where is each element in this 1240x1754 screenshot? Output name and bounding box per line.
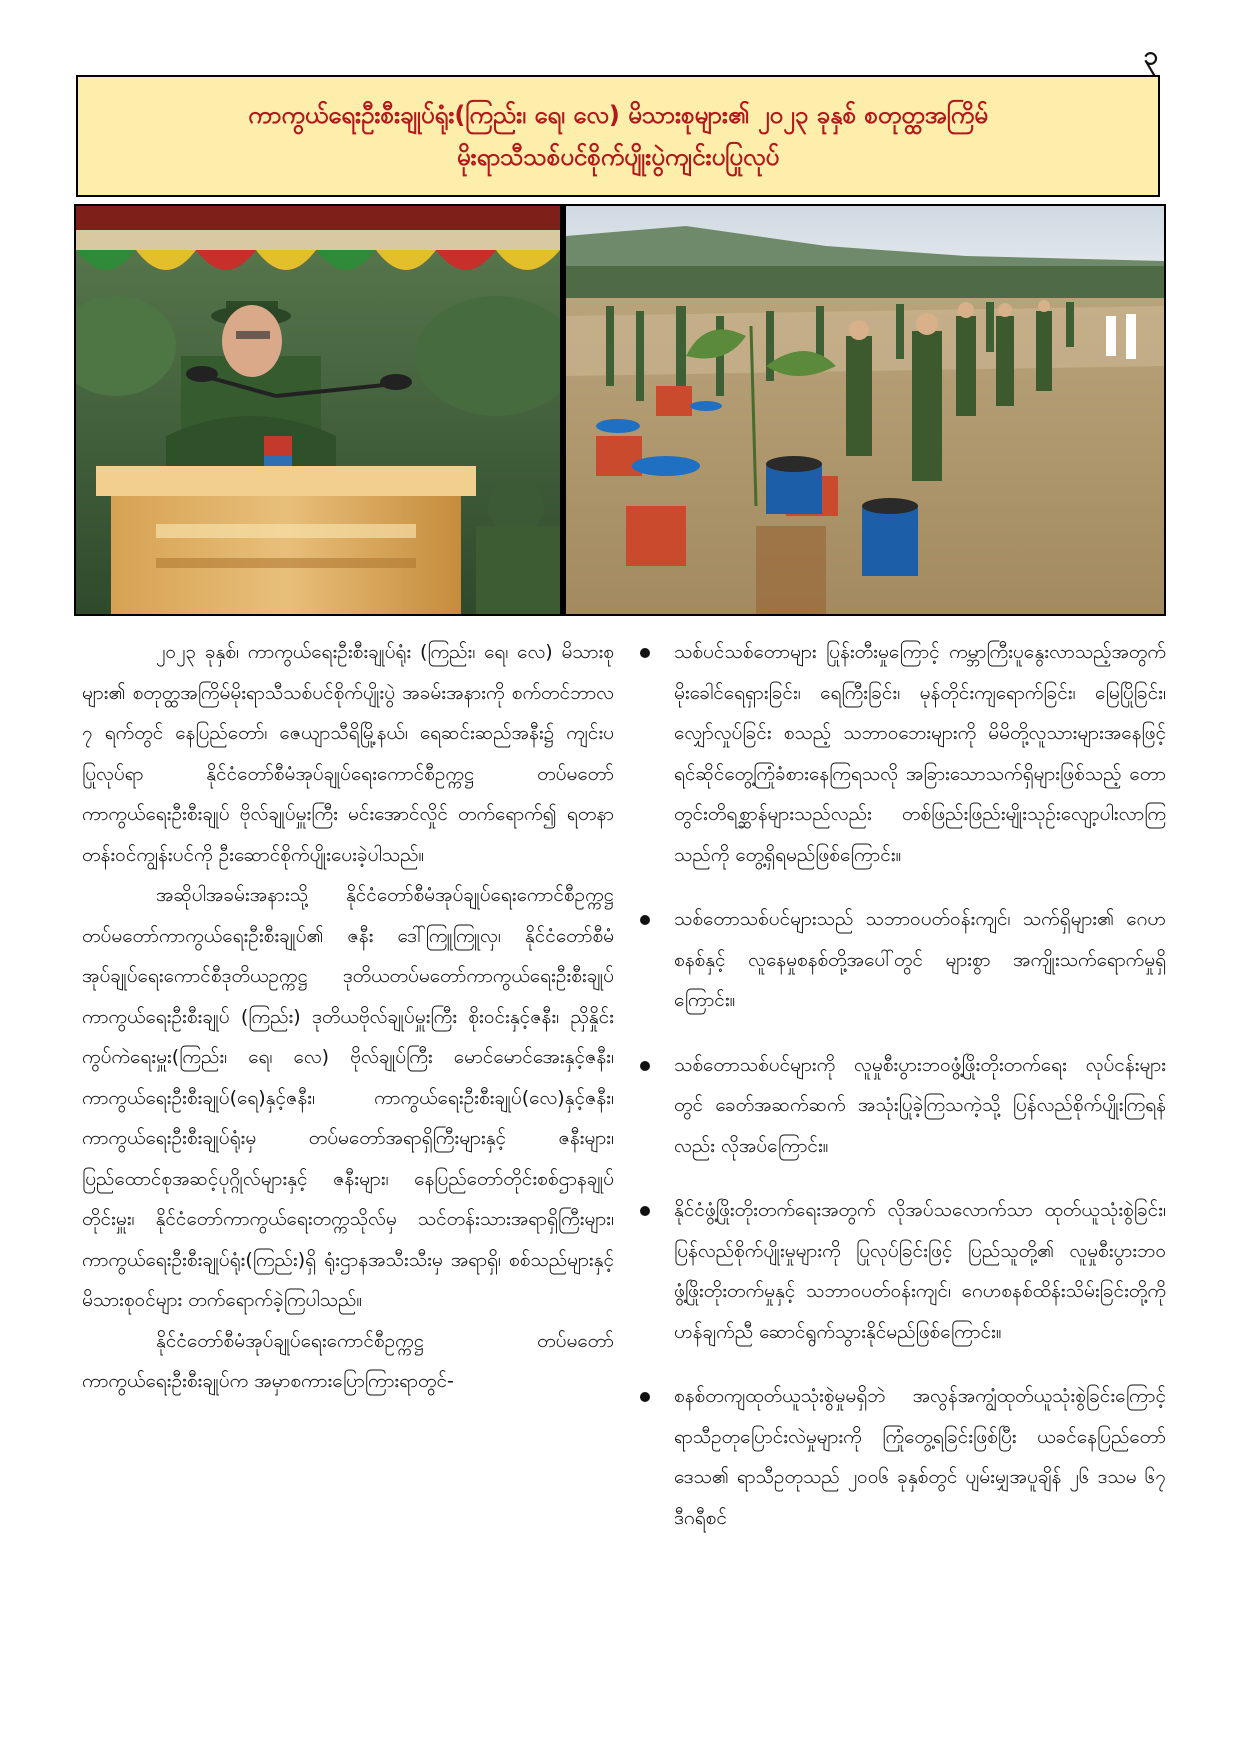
title-line-2: မိုးရာသီသစ်ပင်စိုက်ပျိုးပွဲကျင်းပပြုလုပ် <box>456 143 780 171</box>
speaker-photo <box>76 206 560 614</box>
speech-point <box>640 1376 1166 1538</box>
planting-photo <box>566 206 1164 614</box>
speech-point <box>640 1190 1166 1352</box>
page-number: ၃ <box>1143 41 1158 71</box>
bullet-icon <box>640 915 650 925</box>
article-paragraph-1: ၂၀၂၃ ခုနှစ်၊ ကာကွယ်ရေးဦးစီးချုပ်ရုံး (ကြည်း၊ ရေ၊ လေ) မိသားစုများ၏ စတုတ္ထအကြိမ်မိုးရာသီသစ်ပင်စိုက်ပျိုးပွဲ အခမ်းအနားကို စက်တင်ဘာလ ၇ ရက်တွင် နေပြည်တော်၊ ဇေယျာသီရိမြို့နယ်၊ ရေဆင်းဆည်အနီး၌ ကျင်းပပြုလုပ်ရာ နိုင်ငံတော်စီမံအုပ်ချုပ်ရေးကောင်စီဥက္ကဋ္ဌ တပ်မတော်ကာကွယ်ရေးဦးစီးချုပ် ဗိုလ်ချုပ်မှူးကြီး မင်းအောင်လှိုင် တက်ရောက်၍ ရတနာတန်းဝင်ကျွန်းပင်ကို ဦးဆောင်စိုက်ပျိုးပေးခဲ့ပါသည်။ <box>82 641 614 866</box>
bullet-icon <box>640 1206 650 1216</box>
speech-point-text: စနစ်တကျထုတ်ယူသုံးစွဲမှုမရှိဘဲ အလွန်အကျွံထုတ်ယူသုံးစွဲခြင်းကြောင့် ရာသီဥတုပြောင်းလဲမှုများကို ကြုံတွေ့ရခြင်းဖြစ်ပြီး ယခင်နေပြည်တော်ဒေသ၏ ရာသီဥတုသည် ၂၀၀၆ ခုနှစ်တွင် ပျမ်းမျှအပူချိန် ၂၆ ဒသမ ၆၇ ဒီဂရီစင် <box>674 1385 1166 1529</box>
photo-strip <box>74 204 1166 616</box>
speech-point-text: သစ်တောသစ်ပင်များကို လူမှုစီးပွားဘဝဖွံ့ဖြိုးတိုးတက်ရေး လုပ်ငန်းများတွင် ခေတ်အဆက်ဆက် အသုံးပြုခဲ့ကြသကဲ့သို့ ပြန်လည်စိုက်ပျိုးကြရန်လည်း လိုအပ်ကြောင်း။ <box>674 1053 1166 1157</box>
bullet-icon <box>640 1392 650 1402</box>
speech-point-text: နိုင်ငံဖွံ့ဖြိုးတိုးတက်ရေးအတွက် လိုအပ်သလောက်သာ ထုတ်ယူသုံးစွဲခြင်း၊ ပြန်လည်စိုက်ပျိုးမှုများကို ပြုလုပ်ခြင်းဖြင့် ပြည်သူတို့၏ လူမှုစီးပွားဘဝဖွံ့ဖြိုးတိုးတက်မှုနှင့် သဘာဝပတ်ဝန်းကျင်၊ ဂေဟစနစ်ထိန်းသိမ်းခြင်းတို့ကို ဟန်ချက်ညီ ဆောင်ရွက်သွားနိုင်မည်ဖြစ်ကြောင်း။ <box>674 1199 1166 1343</box>
bullet-icon <box>640 1061 650 1071</box>
article-left-column <box>82 632 614 1402</box>
speech-point <box>640 899 1166 1021</box>
speech-point-text: သစ်ပင်သစ်တောများ ပြုန်းတီးမှုကြောင့် ကမ္ဘာကြီးပူနွေးလာသည့်အတွက် မိုးခေါင်ရေရှားခြင်း၊ ရေကြီးခြင်း၊ မုန်တိုင်းကျရောက်ခြင်း၊ မြေပြိုခြင်း၊ လျှော်လှုပ်ခြင်း စသည့် သဘာဝဘေးများကို မိမိတို့လူသားများအနေဖြင့် ရင်ဆိုင်တွေ့ကြုံခံစားနေကြရသလို အခြားသောသက်ရှိများဖြစ်သည့် တောတွင်းတိရစ္ဆာန်များသည်လည်း တစ်ဖြည်းဖြည်းမျိုးသုဉ်းလျော့ပါးလာကြသည်ကို တွေ့ရှိရမည်ဖြစ်ကြောင်း။ <box>674 641 1166 866</box>
article-paragraph-2: အဆိုပါအခမ်းအနားသို့ နိုင်ငံတော်စီမံအုပ်ချုပ်ရေးကောင်စီဥက္ကဋ္ဌ တပ်မတော်ကာကွယ်ရေးဦးစီးချုပ်၏ ဇနီး ဒေါ်ကြူကြူလှ၊ နိုင်ငံတော်စီမံအုပ်ချုပ်ရေးကောင်စီဒုတိယဥက္ကဋ္ဌ ဒုတိယတပ်မတော်ကာကွယ်ရေးဦးစီးချုပ် ကာကွယ်ရေးဦးစီးချုပ် (ကြည်း) ဒုတိယဗိုလ်ချုပ်မှူးကြီး စိုးဝင်းနှင့်ဇနီး၊ ညှိနှိုင်းကွပ်ကဲရေးမှူး(ကြည်း၊ ရေ၊ လေ) ဗိုလ်ချုပ်ကြီး မောင်မောင်အေးနှင့်ဇနီး၊ ကာကွယ်ရေးဦးစီးချုပ်(ရေ)နှင့်ဇနီး၊ ကာကွယ်ရေးဦးစီးချုပ်(လေ)နှင့်ဇနီး၊ ကာကွယ်ရေးဦးစီးချုပ်ရုံးမှ တပ်မတော်အရာရှိကြီးများနှင့် ဇနီးများ၊ ပြည်ထောင်စုအဆင့်ပုဂ္ဂိုလ်များနှင့် ဇနီးများ၊ နေပြည်တော်တိုင်းစစ်ဌာနချုပ် တိုင်းမှူး၊ နိုင်ငံတော်ကာကွယ်ရေးတက္ကသိုလ်မှ သင်တန်းသားအရာရှိကြီးများ၊ ကာကွယ်ရေးဦးစီးချုပ်ရုံး(ကြည်း)ရှိ ရုံးဌာနအသီးသီးမှ အရာရှိ၊ စစ်သည်များနှင့် မိသားစုဝင်များ တက်ရောက်ခဲ့ကြပါသည်။ <box>82 884 614 1311</box>
title-banner <box>76 75 1160 197</box>
speech-point-text: သစ်တောသစ်ပင်များသည် သဘာဝပတ်ဝန်းကျင်၊ သက်ရှိများ၏ ဂေဟစနစ်နှင့် လူနေမှုစနစ်တို့အပေါ်တွင် များစွာ အကျိုးသက်ရောက်မှုရှိကြောင်း။ <box>674 908 1166 1011</box>
article-right-column <box>640 632 1166 1562</box>
bullet-icon <box>640 648 650 658</box>
speech-point <box>640 632 1166 875</box>
title-line-1: ကာကွယ်ရေးဦးစီးချုပ်ရုံး(ကြည်း၊ ရေ၊ လေ) မိသားစုများ၏ ၂၀၂၃ ခုနှစ် စတုတ္ထအကြိမ် <box>248 101 988 129</box>
article-paragraph-3: နိုင်ငံတော်စီမံအုပ်ချုပ်ရေးကောင်စီဥက္ကဋ္ဌ တပ်မတော်ကာကွယ်ရေးဦးစီးချုပ်က အမှာစကားပြောကြားရာတွင်- <box>82 1329 614 1392</box>
speech-point <box>640 1045 1166 1167</box>
speech-points-list <box>640 632 1166 1538</box>
